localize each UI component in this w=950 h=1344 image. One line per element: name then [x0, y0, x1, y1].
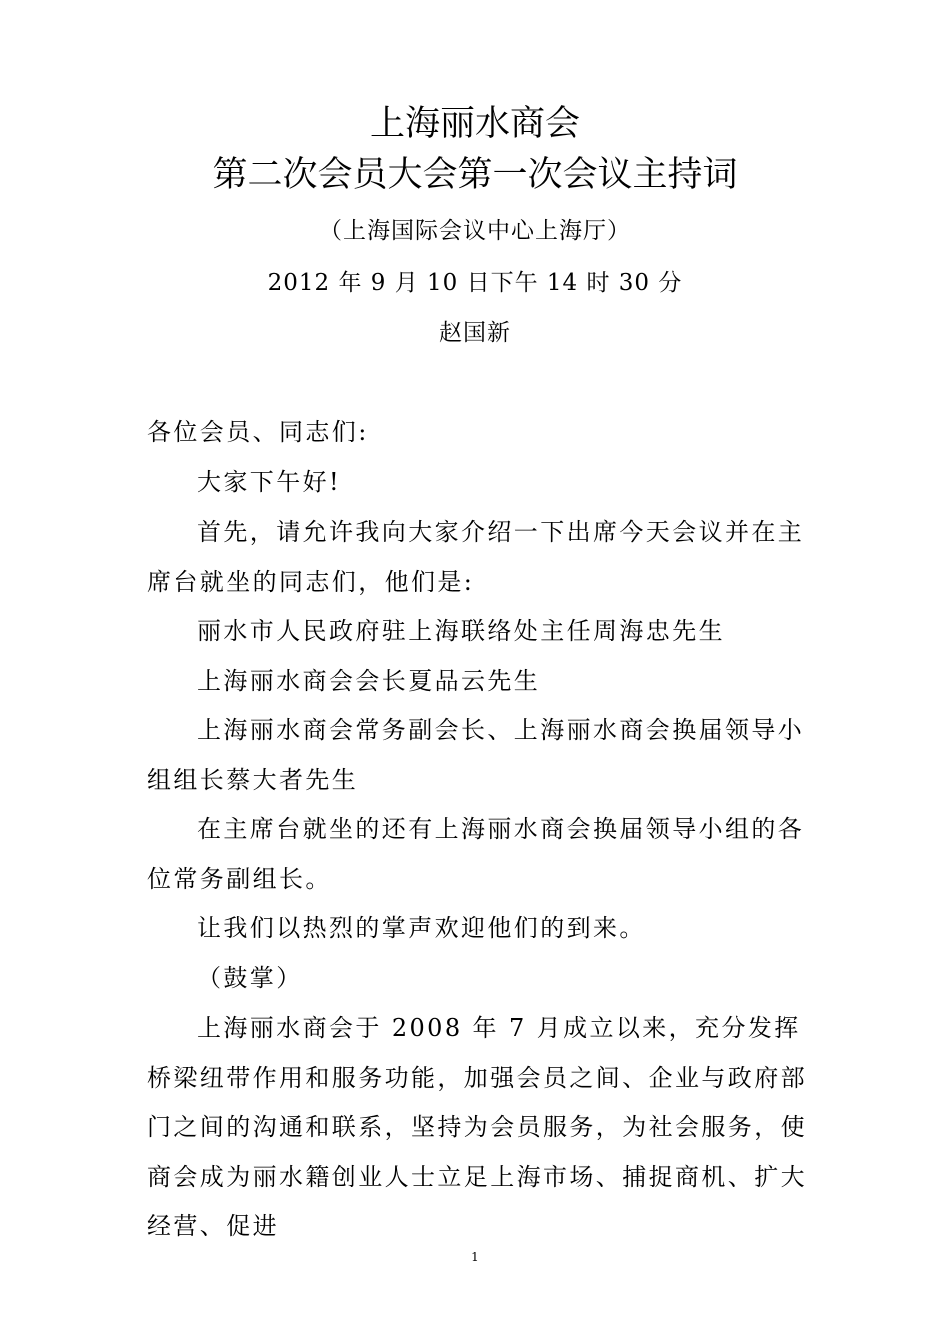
speaker-name: 赵国新	[439, 320, 511, 346]
paragraph-guest-1: 丽水市人民政府驻上海联络处主任周海忠先生	[197, 617, 725, 645]
paragraph-introduction: 首先，请允许我向大家介绍一下出席今天会议并在主席台就坐的同志们，他们是:	[147, 518, 805, 596]
meeting-datetime: 2012 年 9 月 10 日下午 14 时 30 分	[267, 270, 683, 296]
meeting-venue: （上海国际会议中心上海厅）	[319, 218, 631, 244]
paragraph-guest-3: 上海丽水商会常务副会长、上海丽水商会换届领导小组组长蔡大者先生	[147, 716, 805, 794]
page-number: 1	[471, 1250, 479, 1264]
paragraph-applause: （鼓掌）	[197, 964, 303, 992]
paragraph-guest-others: 在主席台就坐的还有上海丽水商会换届领导小组的各位常务副组长。	[147, 815, 805, 893]
paragraph-guest-2: 上海丽水商会会长夏品云先生	[197, 667, 541, 695]
document-title-line-2: 第二次会员大会第一次会议主持词	[212, 155, 738, 195]
paragraph-chamber-history: 上海丽水商会于 2008 年 7 月成立以来，充分发挥桥梁纽带作用和服务功能，加强会员之间、企业与政府部门之间的沟通和联系，坚持为会员服务，为社会服务，使商会成为丽水籍创业人士立足上海市场、捕捉商机、扩大经营、促进	[147, 1014, 807, 1240]
document-title-line-1: 上海丽水商会	[369, 104, 580, 144]
paragraph-welcome: 让我们以热烈的掌声欢迎他们的到来。	[197, 914, 646, 942]
salutation: 各位会员、同志们:	[147, 418, 369, 446]
paragraph-greeting: 大家下午好!	[197, 468, 342, 496]
